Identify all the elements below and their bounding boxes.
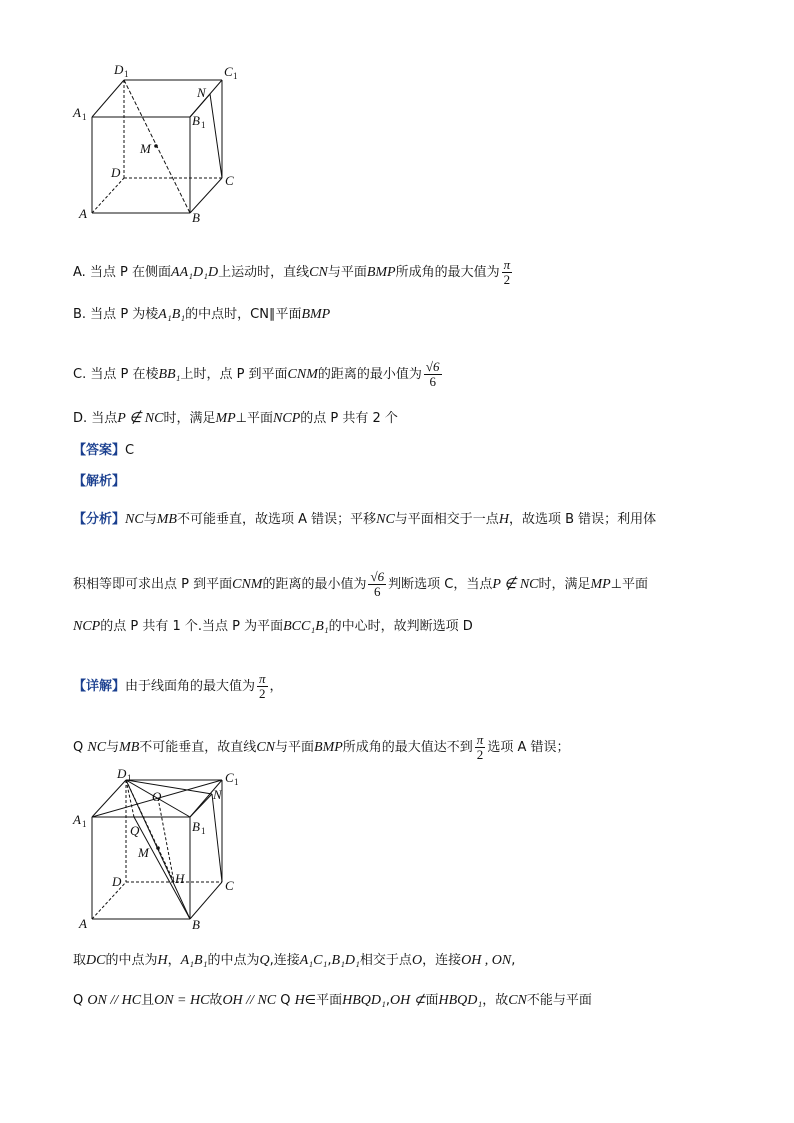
fraction: $\frac{\pi}{2}$: [503, 257, 511, 287]
label-B1: B: [192, 113, 200, 128]
label-Q: Q: [130, 823, 140, 838]
xiangjie-line: 【详解】由于线面角的最大值为 $\frac{\pi}{2}$ ，: [73, 671, 283, 701]
label-D1: D: [117, 768, 127, 781]
svg-text:1: 1: [82, 112, 87, 122]
label-D: D: [111, 165, 121, 180]
fenxi-line-3: NCP的点 P 共有 1 个.当点 P 为平面BCC₁B₁的中心时，故判断选项 D: [73, 619, 473, 634]
svg-text:1: 1: [127, 773, 132, 783]
svg-text:1: 1: [124, 69, 129, 79]
label-M: M: [138, 845, 149, 860]
svg-text:1: 1: [234, 777, 239, 787]
label-M: M: [140, 141, 151, 156]
option-b: B. 当点 P 为棱A₁B₁的中点时，CN∥平面BMP: [73, 307, 331, 322]
label-C: C: [225, 173, 234, 188]
label-B: B: [192, 210, 200, 225]
option-a: A. 当点 P 在侧面AA₁D₁D上运动时，直线CN与平面BMP所成角的最大值为 $\frac{\pi}{2}$: [73, 257, 511, 287]
label-D1: D: [114, 62, 124, 77]
svg-text:1: 1: [82, 819, 87, 829]
label-N: N: [197, 85, 206, 100]
analysis-tag: 【解析】: [73, 474, 126, 489]
label-H: H: [175, 871, 185, 886]
answer-line: 【答案】C: [73, 443, 135, 458]
fraction: $\frac{√6}{6}$: [425, 359, 440, 389]
fraction: $\frac{√6}{6}$: [370, 569, 385, 599]
label-B: B: [192, 917, 200, 932]
option-d: D. 当点P ∉ NC时，满足MP⊥平面NCP的点 P 共有 2 个: [73, 411, 398, 426]
cube-figure-1: [70, 60, 250, 230]
label-A1: A: [73, 812, 81, 827]
last-line: Q ON // HC且ON = HC故OH // NC Q H∈平面HBQD₁,OH ⊄面HBQD₁，故CN不能与平面: [73, 993, 592, 1008]
label-O: O: [152, 789, 162, 804]
label-A: A: [79, 206, 87, 221]
label-C1: C: [225, 770, 234, 785]
take-line: 取DC的中点为H，A₁B₁的中点为Q,连接A₁C₁,B₁D₁相交于点O，连接OH , ON,: [73, 953, 516, 968]
svg-text:1: 1: [201, 826, 206, 836]
label-C1: C: [224, 64, 233, 79]
option-c: C. 当点 P 在棱BB₁上时，点 P 到平面CNM的距离的最小值为 $\frac{√6}{6}$: [73, 359, 440, 389]
label-A1: A: [73, 105, 81, 120]
label-C: C: [225, 878, 234, 893]
q-line: Q NC与MB不可能垂直，故直线CN与平面BMP所成角的最大值达不到 $\frac{\pi}{2}$ 选项 A 错误；: [73, 732, 570, 762]
fraction: $\frac{\pi}{2}$: [259, 671, 266, 701]
label-B1: B: [192, 819, 200, 834]
fenxi-line-2: 积相等即可求出点 P 到平面CNM的距离的最小值为 $\frac{√6}{6}$ 判断选项 C，当点P ∉ NC时，满足MP⊥平面: [73, 569, 649, 599]
label-N: N: [213, 787, 222, 802]
svg-text:1: 1: [233, 71, 238, 81]
svg-text:1: 1: [201, 120, 206, 130]
cube-figure-2: [70, 768, 255, 933]
fenxi-line-1: 【分析】NC与MB不可能垂直，故选项 A 错误；平移NC与平面相交于一点H，故选项 B 错误；利用体: [73, 512, 657, 527]
label-A: A: [79, 916, 87, 931]
fraction: $\frac{\pi}{2}$: [476, 732, 484, 762]
label-D: D: [112, 874, 122, 889]
